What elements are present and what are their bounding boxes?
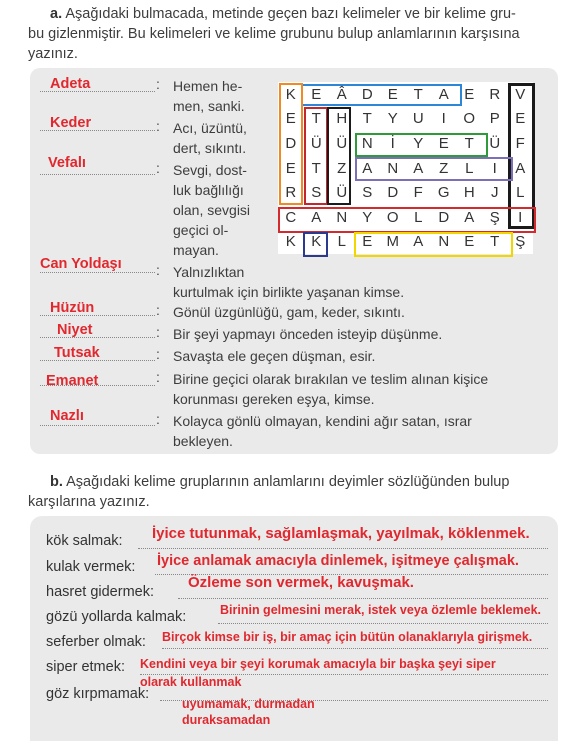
answer-can-yoldasi: Can Yoldaşı — [40, 256, 122, 272]
grid-cell: G — [437, 184, 450, 202]
grid-cell: D — [387, 184, 399, 202]
idiom-answer-cont: duraksamadan — [182, 713, 271, 727]
grid-cell: Y — [413, 134, 424, 152]
grid-cell: D — [438, 208, 450, 226]
idiom-answer: Kendini veya bir şeyi korumak amacıyla bir başka şeyi siper — [140, 657, 496, 671]
meaning-vefali: Sevgi, dost- luk bağlılığı olan, sevgisi geçici ol- mayan. — [173, 162, 251, 258]
grid-cell: Ş — [489, 208, 500, 226]
grid-cell: Ü — [336, 134, 348, 152]
answer-nazli: Nazlı — [50, 408, 84, 424]
grid-cell: L — [337, 233, 346, 251]
grid-cell: A — [515, 159, 526, 177]
grid-cell: H — [336, 110, 348, 128]
grid-cell: L — [516, 184, 525, 202]
highlight-can-yoldasi — [278, 207, 536, 233]
grid-cell: Ü — [336, 184, 348, 202]
grid-cell: D — [361, 85, 373, 103]
grid-cell: L — [465, 159, 474, 177]
meaning-huzun: Gönül üzgünlüğü, gam, keder, sıkıntı. — [173, 304, 405, 320]
grid-cell: I — [492, 159, 497, 177]
grid-cell: M — [386, 233, 399, 251]
answer-tutsak: Tutsak — [54, 345, 100, 361]
grid-cell: E — [387, 85, 398, 103]
meaning-tutsak: Savaşta ele geçen düşman, esir. — [173, 348, 376, 364]
grid-cell: H — [463, 184, 475, 202]
meaning-nazli: Kolayca gönlü olmayan, kendini ağır satan, ısrar bekleyen. — [173, 413, 472, 449]
grid-cell: E — [438, 134, 449, 152]
idiom-phrase: kök salmak: — [46, 533, 123, 549]
grid-cell: U — [412, 110, 424, 128]
grid-cell: D — [285, 134, 297, 152]
grid-cell: Ü — [489, 134, 501, 152]
idiom-phrase: gözü yollarda kalmak: — [46, 609, 187, 625]
highlight-nazli — [355, 157, 513, 181]
idiom-phrase: siper etmek: — [46, 659, 125, 675]
part-b-instructions — [28, 472, 568, 512]
grid-cell: T — [490, 233, 500, 251]
grid-cell: N — [438, 233, 450, 251]
grid-cell: I — [441, 110, 446, 128]
part-a-line1: Aşağıdaki bulmacada, metinde geçen bazı kelimeler ve bir kelime gru- — [65, 6, 516, 22]
grid-cell: Ü — [310, 134, 322, 152]
grid-cell: N — [387, 159, 399, 177]
meaning-keder: Acı, üzüntü, dert, sıkıntı. — [173, 120, 247, 156]
grid-cell: I — [518, 208, 523, 226]
grid-cell: R — [489, 85, 501, 103]
meaning-niyet: Bir şeyi yapmayı önceden isteyip düşünme. — [173, 326, 443, 342]
answer-vefali: Vefalı — [48, 155, 86, 171]
highlight-emanet — [354, 232, 513, 257]
grid-cell: L — [414, 208, 423, 226]
grid-cell: A — [311, 208, 322, 226]
grid-cell: O — [386, 208, 399, 226]
grid-cell: E — [464, 85, 475, 103]
part-b-line1: Aşağıdaki kelime gruplarının anlamlarını deyimler sözlüğünden bulup — [66, 474, 510, 490]
grid-cell: E — [285, 110, 296, 128]
answer-adeta: Adeta — [50, 76, 91, 92]
idiom-answer: Özleme son vermek, kavuşmak. — [188, 574, 414, 591]
grid-cell: A — [413, 233, 424, 251]
meaning-adeta: Hemen he- men, sanki. — [173, 78, 245, 114]
grid-cell: T — [413, 85, 423, 103]
grid-cell: Â — [336, 85, 347, 103]
meaning-can-yoldasi: Yalnızlıktan kurtulmak için birlikte yaşanan kimse. — [173, 264, 405, 300]
grid-cell: J — [491, 184, 499, 202]
grid-cell: Z — [337, 159, 347, 177]
grid-cell: F — [413, 184, 423, 202]
highlight-niyet — [355, 133, 488, 157]
grid-cell: V — [515, 85, 526, 103]
grid-cell: A — [464, 208, 475, 226]
grid-cell: E — [311, 85, 322, 103]
grid-cell: A — [413, 159, 424, 177]
idiom-answer-cont: olarak kullanmak — [140, 675, 242, 689]
grid-cell: T — [311, 159, 321, 177]
idiom-phrase: hasret gidermek: — [46, 584, 154, 600]
grid-cell: S — [362, 184, 373, 202]
idiom-phrase: kulak vermek: — [46, 559, 136, 575]
grid-cell: P — [489, 110, 500, 128]
highlight-huzun — [304, 107, 328, 205]
grid-cell: R — [285, 184, 297, 202]
highlight-tutsak — [327, 107, 351, 205]
grid-cell: Z — [439, 159, 449, 177]
grid-cell: K — [311, 233, 322, 251]
highlight-keder — [279, 83, 303, 205]
grid-cell: İ — [390, 134, 395, 152]
part-b-line2: karşılarına yazınız. — [28, 494, 150, 510]
meaning-emanet: Birine geçici olarak bırakılan ve teslim alınan kişice korunması gereken eşya, kimse. — [173, 371, 489, 407]
part-a-instructions — [28, 4, 568, 64]
part-a-line3: yazınız. — [28, 46, 78, 62]
grid-cell: Y — [387, 110, 398, 128]
grid-cell: T — [362, 110, 372, 128]
grid-cell: N — [336, 208, 348, 226]
idiom-answer: Birçok kimse bir iş, bir amaç için bütün olanaklarıyla girişmek. — [162, 630, 533, 644]
idiom-phrase: göz kırpmamak: — [46, 686, 150, 702]
highlight-k — [303, 232, 328, 257]
idiom-phrase: seferber olmak: — [46, 634, 146, 650]
grid-cell: E — [515, 110, 526, 128]
answer-niyet: Niyet — [57, 322, 93, 338]
answer-emanet: Emanet — [46, 373, 99, 389]
idiom-answer: uyumamak, durmadan — [182, 697, 315, 711]
grid-cell: E — [362, 233, 373, 251]
part-a-line2: bu gizlenmiştir. Bu kelimeleri ve kelime grubunu bulup anlamlarının karşısına — [28, 26, 520, 42]
grid-cell: K — [285, 85, 296, 103]
grid-cell: S — [311, 184, 322, 202]
grid-cell: T — [311, 110, 321, 128]
grid-cell: F — [515, 134, 525, 152]
grid-cell: C — [285, 208, 297, 226]
part-a-letter: a. — [50, 6, 63, 22]
grid-cell: A — [362, 159, 373, 177]
part-b-letter: b. — [50, 474, 63, 490]
answer-keder: Keder — [50, 115, 92, 131]
grid-cell: T — [464, 134, 474, 152]
grid-cell: E — [285, 159, 296, 177]
grid-cell: E — [464, 233, 475, 251]
idiom-answer: İyice anlamak amacıyla dinlemek, işitmeye çalışmak. — [157, 553, 519, 569]
grid-cell: A — [438, 85, 449, 103]
grid-cell: Ş — [515, 233, 526, 251]
answer-huzun: Hüzün — [50, 300, 95, 316]
idiom-answer: Birinin gelmesini merak, istek veya özlemle beklemek. — [220, 603, 541, 617]
grid-cell: O — [463, 110, 476, 128]
highlight-adeta — [301, 84, 462, 106]
grid-cell: K — [285, 233, 296, 251]
grid-cell: N — [361, 134, 373, 152]
idiom-answer: İyice tutunmak, sağlamlaşmak, yayılmak, köklenmek. — [152, 525, 530, 542]
grid-cell: Y — [362, 208, 373, 226]
